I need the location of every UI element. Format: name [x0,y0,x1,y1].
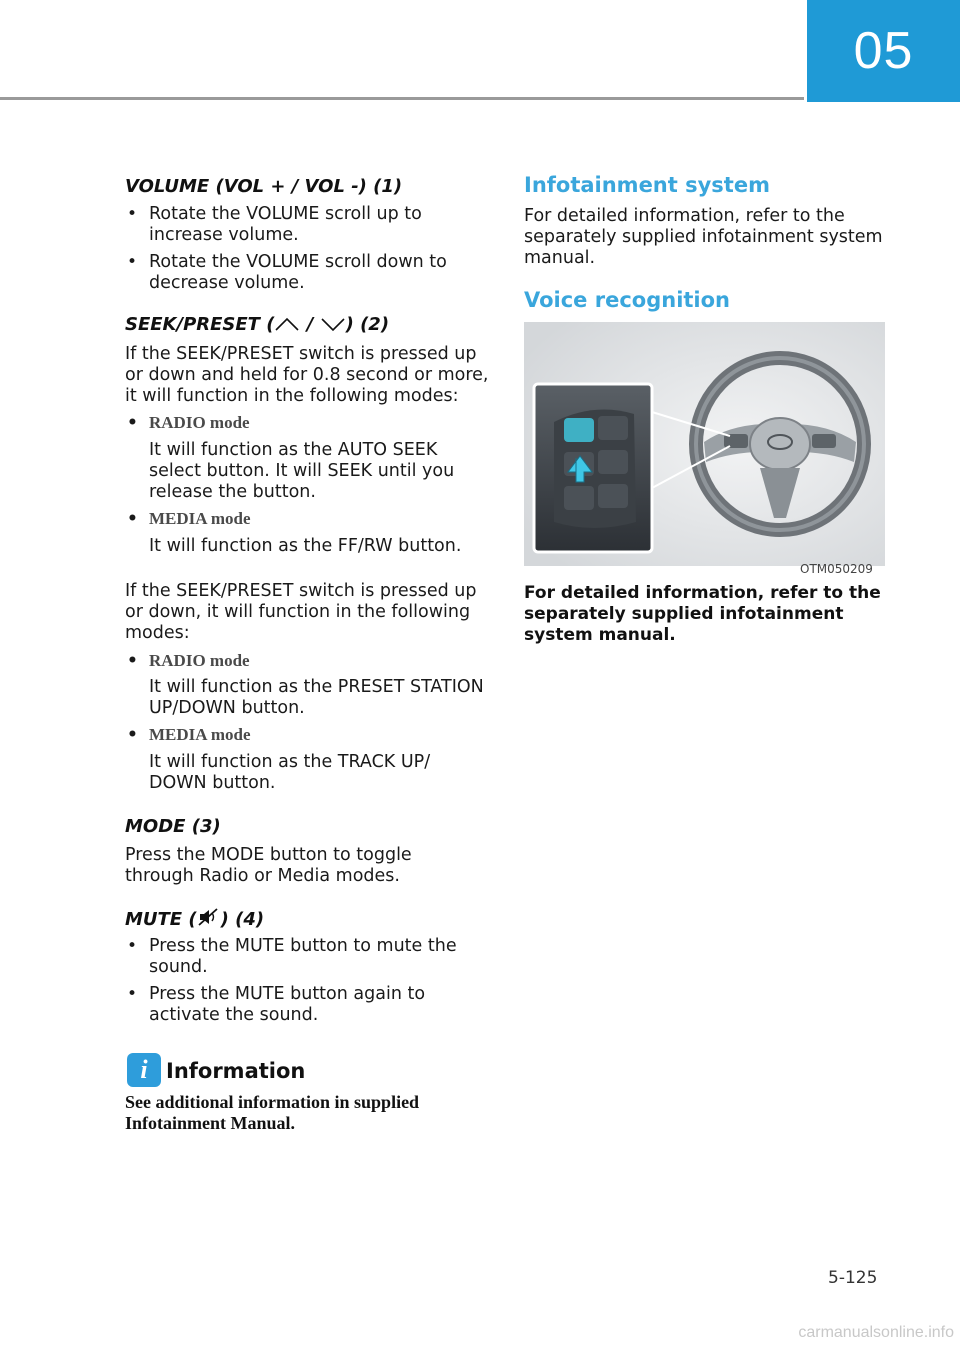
infotainment-heading: Infotainment system [524,173,770,197]
mute-heading: MUTE ( ) (4) [125,909,265,930]
seek-intro: If the SEEK/PRESET switch is pressed up or down and held for 0.8 second or more, it will function in the following modes: [125,344,489,406]
chapter-tab [807,0,960,102]
watermark: carmanualsonline.info [798,1324,954,1341]
info-text: See additional information in supplied Infotainment Manual. [125,1092,420,1133]
voice-text: For detailed information, refer to the separately supplied infotainment system manual. [524,583,881,645]
seek-mode-media-1: • MEDIA mode [127,509,251,529]
volume-bullet-2: • Rotate the VOLUME scroll down to decrease volume. [127,252,447,293]
chapter-number: 05 [853,22,914,80]
seek-mode-media-2: • MEDIA mode [127,725,251,745]
mute-icon [197,907,221,927]
mute-bullet-1: • Press the MUTE button to mute the sound. [127,936,457,977]
figure-caption: OTM050209 [800,562,873,576]
header-rule [0,97,804,100]
info-icon: i [127,1053,161,1087]
chevron-down-icon [320,316,346,332]
mode-heading: MODE (3) [125,816,221,837]
info-title: Information [166,1059,306,1083]
chevron-up-icon [274,316,300,332]
seek-mode-radio-2: • RADIO mode [127,651,250,671]
page-number: 5-125 [828,1268,878,1288]
seek-intro-2: If the SEEK/PRESET switch is pressed up or down, it will function in the following modes: [125,581,477,643]
volume-bullet-1: • Rotate the VOLUME scroll up to increase volume. [127,204,422,245]
seek-mode-radio-1-desc: It will function as the AUTO SEEK select button. It will SEEK until you release the button. [149,440,455,502]
voice-heading: Voice recognition [524,288,731,312]
seek-mode-media-1-desc: It will function as the FF/RW button. [149,536,462,556]
seek-mode-radio-1: • RADIO mode [127,413,250,433]
mute-bullet-2: • Press the MUTE button again to activate the sound. [127,984,426,1025]
seek-mode-radio-2-desc: It will function as the PRESET STATION UP/DOWN button. [149,677,484,718]
infotainment-text: For detailed information, refer to the separately supplied infotainment system manual. [524,206,883,268]
seek-heading: SEEK/PRESET ( / ) (2) [125,314,390,335]
steering-wheel-figure [524,322,885,566]
seek-mode-media-2-desc: It will function as the TRACK UP/ DOWN button. [149,752,431,793]
volume-heading: VOLUME (VOL + / VOL -) (1) [125,176,403,197]
mode-text: Press the MODE button to toggle through Radio or Media modes. [125,845,412,886]
